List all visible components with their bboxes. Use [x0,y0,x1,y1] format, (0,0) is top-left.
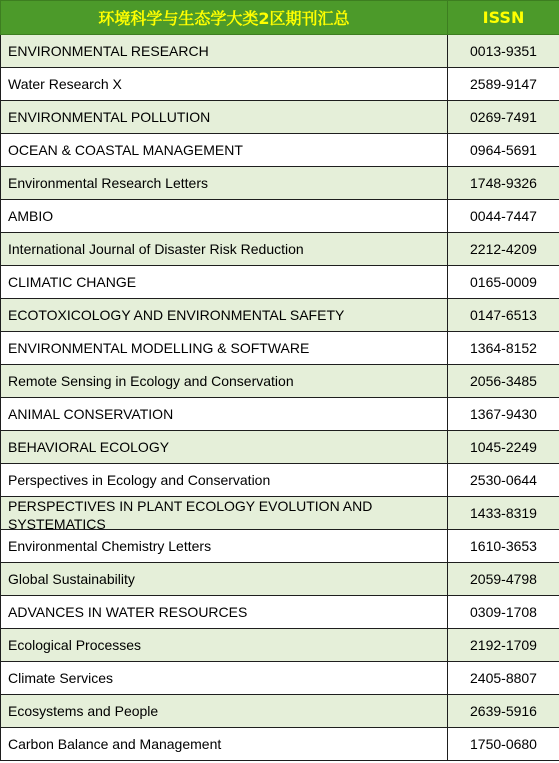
header-row [1,1,559,35]
table-row [1,431,559,464]
journal-name-cell[interactable] [1,497,448,530]
table-row [1,563,559,596]
issn-cell[interactable]: 2056-3485 [448,365,559,398]
journal-name-cell[interactable]: Ecological Processes [1,629,448,662]
table-row [1,299,559,332]
issn-cell[interactable]: 0044-7447 [448,200,559,233]
issn-cell[interactable]: 1433-8319 [448,497,559,530]
issn-cell[interactable]: 2212-4209 [448,233,559,266]
table-row [1,398,559,431]
table-row [1,530,559,563]
journal-name-cell[interactable]: CLIMATIC CHANGE [1,266,448,299]
table-row [1,266,559,299]
table-row [1,35,559,68]
table-row [1,332,559,365]
journal-name-cell[interactable]: ENVIRONMENTAL POLLUTION [1,101,448,134]
journal-name-cell[interactable]: Ecosystems and People [1,695,448,728]
issn-cell[interactable]: 2059-4798 [448,563,559,596]
issn-cell[interactable]: 2530-0644 [448,464,559,497]
table-row [1,629,559,662]
issn-cell[interactable]: 2589-9147 [448,68,559,101]
issn-cell[interactable]: 0165-0009 [448,266,559,299]
table-row [1,167,559,200]
issn-cell[interactable]: 0964-5691 [448,134,559,167]
issn-cell[interactable]: 0269-7491 [448,101,559,134]
issn-cell[interactable]: 1750-0680 [448,728,559,761]
table-row [1,464,559,497]
journal-name-cell[interactable]: Water Research X [1,68,448,101]
issn-cell[interactable]: 1748-9326 [448,167,559,200]
journal-name-cell[interactable]: Remote Sensing in Ecology and Conservation [1,365,448,398]
table-row [1,134,559,167]
journal-name-cell[interactable]: Environmental Chemistry Letters [1,530,448,563]
journal-name-cell[interactable]: Carbon Balance and Management [1,728,448,761]
issn-cell[interactable]: 2405-8807 [448,662,559,695]
journal-name-cell[interactable]: ENVIRONMENTAL MODELLING & SOFTWARE [1,332,448,365]
table-row [1,728,559,761]
table-row [1,233,559,266]
issn-cell[interactable]: 0147-6513 [448,299,559,332]
journal-name-text: PERSPECTIVES IN PLANT ECOLOGY EVOLUTION AND SYSTEMATICS [8,498,373,529]
table-row [1,662,559,695]
journal-name-cell[interactable]: Perspectives in Ecology and Conservation [1,464,448,497]
journal-name-cell[interactable]: ADVANCES IN WATER RESOURCES [1,596,448,629]
journal-name-cell[interactable]: ENVIRONMENTAL RESEARCH [1,35,448,68]
journal-name-cell[interactable]: Environmental Research Letters [1,167,448,200]
journal-name-cell[interactable]: AMBIO [1,200,448,233]
table-row [1,200,559,233]
table-row [1,68,559,101]
issn-cell[interactable]: 0309-1708 [448,596,559,629]
table-row [1,596,559,629]
issn-cell[interactable]: 0013-9351 [448,35,559,68]
issn-cell[interactable]: 1367-9430 [448,398,559,431]
journal-name-cell[interactable]: ANIMAL CONSERVATION [1,398,448,431]
journal-name-cell[interactable]: Global Sustainability [1,563,448,596]
issn-column-header[interactable]: ISSN [448,1,559,35]
table-row [1,497,559,530]
journal-name-cell[interactable]: ECOTOXICOLOGY AND ENVIRONMENTAL SAFETY [1,299,448,332]
journal-name-cell[interactable]: OCEAN & COASTAL MANAGEMENT [1,134,448,167]
journal-name-cell[interactable]: Climate Services [1,662,448,695]
issn-cell[interactable]: 2639-5916 [448,695,559,728]
table-row [1,365,559,398]
journal-name-cell[interactable]: International Journal of Disaster Risk Reduction [1,233,448,266]
table-row [1,695,559,728]
table-row [1,101,559,134]
journal-rows [1,35,559,761]
issn-cell[interactable]: 2192-1709 [448,629,559,662]
issn-cell[interactable]: 1045-2249 [448,431,559,464]
table-title[interactable]: 环境科学与生态学大类2区期刊汇总 [1,1,448,35]
issn-cell[interactable]: 1610-3653 [448,530,559,563]
issn-cell[interactable]: 1364-8152 [448,332,559,365]
journal-name-cell[interactable]: BEHAVIORAL ECOLOGY [1,431,448,464]
